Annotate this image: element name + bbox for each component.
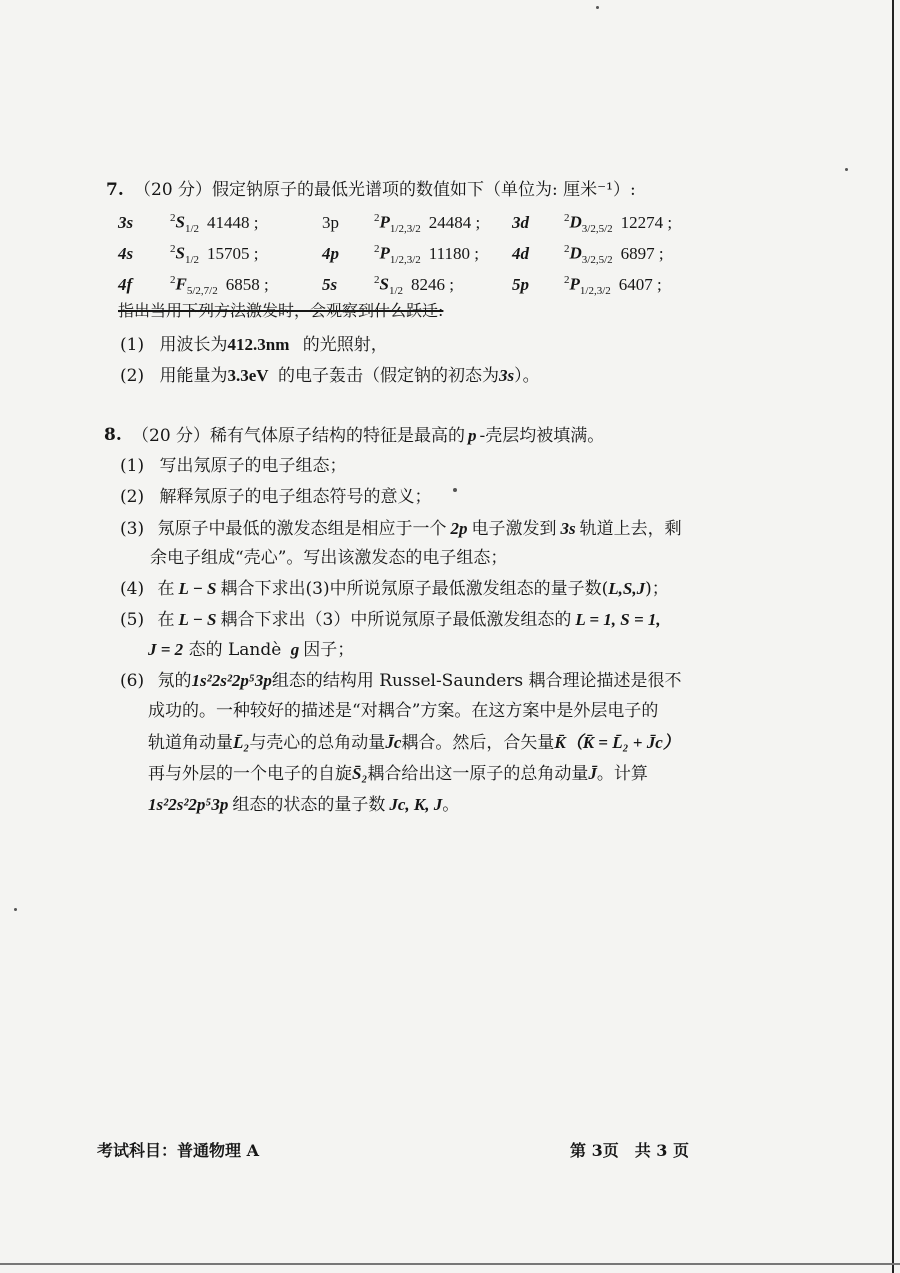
q8-s6-l4-S2: S̄₂ [352,764,368,783]
q8-s5-pre: 在 [157,610,175,630]
term-config: 5s [322,274,338,294]
term-config: 4p [322,243,339,263]
term-value: 6407 ; [618,274,662,294]
q7-term-4s [118,243,259,266]
term-multiplicity: 2 [170,243,176,255]
q8-s4 [120,580,669,598]
q8-s6-line4 [148,765,648,783]
q8-s3-l1-pre: 氖原子中最低的激发态组是相应于一个 [157,519,447,539]
scan-speck [845,168,848,171]
q7-sub2-mid: 的电子轰击（假定钠的初态为 [277,366,499,386]
term-j: 1/2,3/2 [389,254,421,267]
q7-sub2-post: ）。 [514,366,540,386]
q8-s3-l1-mid: 电子激发到 [471,519,557,539]
q7-sub2-state: 3s [498,366,515,385]
term-j: 1/2 [184,254,200,267]
q8-s4-post: )； [645,579,669,599]
q8-s3-l1-a: 2p [450,519,468,538]
q8-s5-line2 [148,641,354,659]
q8-s6-line1 [120,672,682,690]
q7-sub2 [120,367,540,385]
q7-sub1-value: 412.3nm [227,335,290,354]
q8-s4-label: (4) [120,579,145,599]
q8-s6-l3-Jc: J̄c [385,733,402,752]
term-multiplicity: 2 [374,243,380,255]
q7-term-3d [512,212,672,235]
term-config: 4d [512,243,529,263]
q7-term-5p [512,274,662,297]
q8-s6-l1-cfg: 1s²2s²2p⁵3p [191,671,272,690]
q8-s6-label: (6) [120,671,145,691]
term-multiplicity: 2 [374,212,380,224]
q7-term-3s [118,212,259,235]
term-j: 1/2 [388,285,404,298]
q7-header: （20 分）假定钠原子的最低光谱项的数值如下（单位为: 厘米⁻¹）: [134,180,636,200]
q8-s2-text: 解释氖原子的电子组态符号的意义； [159,487,432,507]
term-symbol: F [175,274,187,294]
scan-edge-right [892,0,894,1273]
q8-s6-l5-cfg: 1s²2s²2p⁵3p [148,795,229,814]
term-config: 4f [118,274,133,294]
q8-s1-label: (1) [120,456,145,476]
q8-s5-line1 [120,611,661,629]
q8-s5-mid: 耦合下求出（3）中所说氖原子最低激发组态的 [220,610,572,630]
q8-s6-line5 [148,796,459,814]
term-j: 3/2,5/2 [581,254,613,267]
q8-s5-l2-cond: J = 2 [148,640,184,659]
q8-s5-l2-post: 因子； [303,640,355,660]
scan-speck [14,908,17,911]
q8-s6-l3-K: K̄ [554,733,566,752]
q8-s5-label: (5) [120,610,145,630]
term-config: 3p [322,212,339,232]
term-symbol: D [569,243,582,263]
term-j: 1/2,3/2 [579,285,611,298]
q8-s6-line2: 成功的。一种较好的描述是“对耦合”方案。在这方案中是外层电子的 [148,701,659,721]
q8-s6-l4-J: J̄ [588,764,597,783]
q8-s6-line3 [148,734,680,752]
q8-s6-l5-qn: Jc, K, J [389,795,443,814]
q8-s6-l3-mid2: 耦合。然后，合矢量 [401,733,555,753]
q8-s4-ls: L − S [178,579,217,598]
term-j: 1/2,3/2 [389,223,421,236]
q8-s3-l1-b: 3s [560,519,576,538]
q8-s6-l3-L2: L̄₂ [233,733,250,752]
q7-sub1-post: 的光照射， [302,335,388,355]
footer-subject: 考试科目：普通物理 A [97,1141,259,1160]
q7-instruction: 指出当用下列方法激发时，会观察到什么跃迁: [118,301,444,320]
term-j: 1/2 [184,223,200,236]
q8-number: 8. [104,425,122,445]
q8-s6-l3-pre: 轨道角动量 [148,733,233,753]
term-multiplicity: 2 [564,274,570,286]
q8-s5-cond: L = 1, S = 1, [575,610,661,629]
q8-s3-line2: 余电子组成“壳心”。写出该激发态的电子组态； [150,548,508,568]
q7-term-5s [322,274,454,297]
term-multiplicity: 2 [564,243,570,255]
q7-sub1 [120,336,388,354]
term-config: 5p [512,274,529,294]
q8-s5-g: g [290,640,300,659]
q7-sub2-label: (2) [120,366,145,386]
q8-s4-pre: 在 [157,579,175,599]
q8-s5-l2-mid: 态的 Landè [188,640,282,660]
term-value: 24484 ; [428,212,481,232]
scan-speck [453,488,457,492]
q8-s6-l4-pre: 再与外层的一个电子的自旋 [148,764,352,784]
q8-header-pre: （20 分）稀有气体原子结构的特征是最高的 [132,426,466,446]
q8-s6-l4-mid: 耦合给出这一原子的总角动量 [367,764,589,784]
q8-s3-label: (3) [120,519,145,539]
term-config: 4s [118,243,134,263]
q8-header-p: p [468,426,477,445]
q7-term-4d [512,243,664,266]
term-symbol: S [175,243,185,263]
term-symbol: P [379,243,390,263]
term-symbol: S [379,274,389,294]
term-value: 41448 ; [207,212,259,232]
q8-s3-line1 [120,520,682,538]
footer-page-number: 第 3页 共 3 页 [570,1141,689,1160]
q8-s6-l1-post: 组态的结构用 Russel-Saunders 耦合理论描述是很不 [271,671,682,691]
q7-number: 7. [106,180,124,200]
term-value: 15705 ; [207,243,259,263]
q8-header [132,427,604,445]
term-symbol: P [569,274,580,294]
term-multiplicity: 2 [564,212,570,224]
q8-s6-l3-mid: 与壳心的总角动量 [249,733,386,753]
term-config: 3d [512,212,529,232]
q8-s6-l1-pre: 氖的 [157,671,192,691]
q7-term-4f [118,274,269,297]
q8-s4-qn: L,S,J [608,579,646,598]
q7-sub1-label: (1) [120,335,145,355]
scan-edge-bottom [0,1263,900,1265]
q8-s2 [120,489,432,506]
term-symbol: D [569,212,582,232]
q7-term-3p [322,212,480,235]
term-value: 11180 ; [428,243,479,263]
term-symbol: P [379,212,390,232]
term-symbol: S [175,212,185,232]
scan-speck [596,6,599,9]
q8-s5-ls: L − S [178,610,217,629]
term-multiplicity: 2 [374,274,380,286]
q7-sub2-value: 3.3eV [227,366,269,385]
term-value: 6897 ; [620,243,664,263]
term-j: 3/2,5/2 [581,223,613,236]
q7-sub1-pre: 用波长为 [159,335,228,355]
term-value: 12274 ; [620,212,673,232]
q8-s1 [120,458,347,475]
term-value: 6858 ; [225,274,269,294]
q8-header-post: -壳层均被填满。 [479,426,605,446]
q8-s2-label: (2) [120,487,145,507]
term-config: 3s [118,212,134,232]
q8-s4-mid: 耦合下求出(3)中所说氖原子最低激发组态的量子数( [220,579,609,599]
term-value: 8246 ; [411,274,455,294]
q8-s6-l5-post: 。 [442,795,460,815]
q8-s6-l3-eq: （K̄ = L̄₂ + J̄c） [565,733,680,752]
q8-s6-l4-post: 。计算 [596,764,648,784]
term-j: 5/2,7/2 [186,285,218,298]
term-multiplicity: 2 [170,212,176,224]
q8-s6-l5-mid: 组态的状态的量子数 [232,795,386,815]
q7-term-4p [322,243,479,266]
q7-sub2-pre: 用能量为 [159,366,228,386]
q8-s1-text: 写出氖原子的电子组态； [159,456,347,476]
q8-s3-l1-post: 轨道上去，剩 [579,519,682,539]
term-multiplicity: 2 [170,274,176,286]
